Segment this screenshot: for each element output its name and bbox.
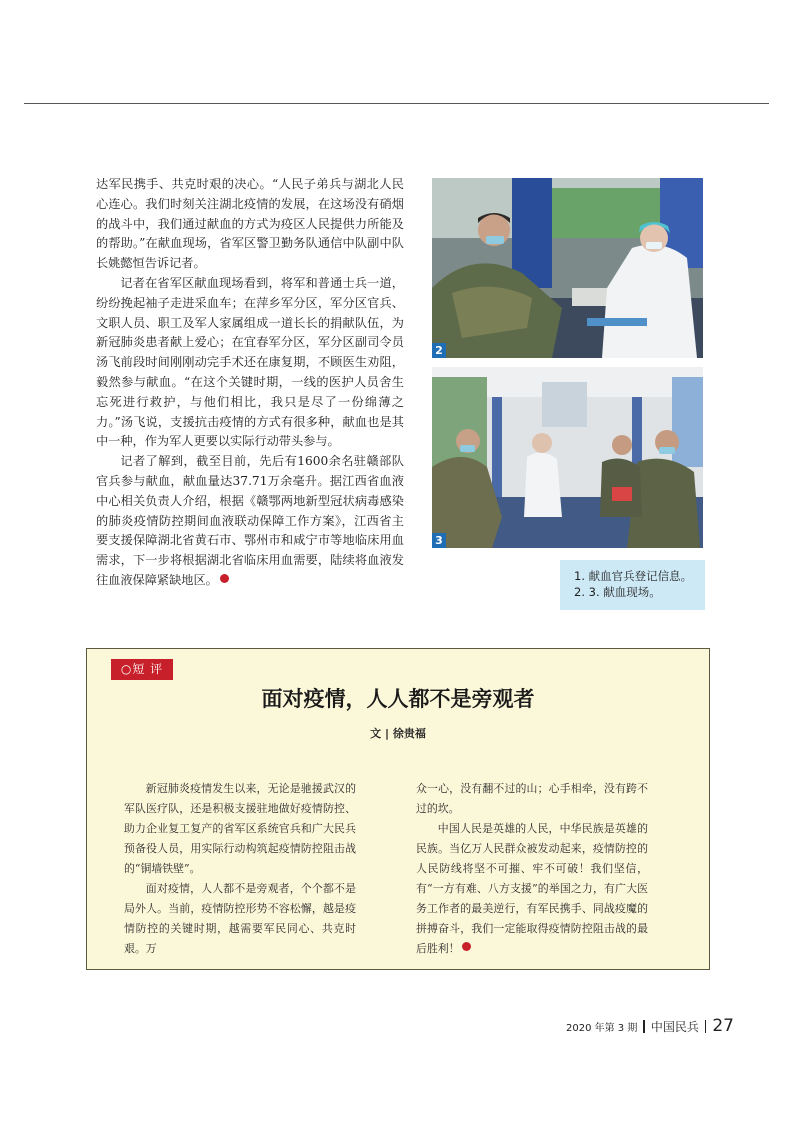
page-footer	[566, 1016, 734, 1036]
photo-blood-donation-bus	[432, 367, 703, 548]
commentary-byline: 文 | 徐贵福	[370, 727, 426, 740]
caption-line-1: 1. 献血官兵登记信息。	[574, 569, 693, 583]
commentary-badge: ○短 评	[111, 659, 173, 680]
commentary-box	[86, 648, 710, 970]
photo-2-label: 2	[432, 343, 446, 358]
commentary-paragraph-text: 中国人民是英雄的人民，中华民族是英雄的民族。当亿万人民群众被发动起来，疫情防控的人民防线将坚不可摧、牢不可破！我们坚信，有“一方有难、八方支援”的举国之力，有广大医务工作者的最美逆行，有军民携手、同战疫魔的拼搏奋斗，我们一定能取得疫情防控阻击战的最后胜利！	[416, 822, 648, 955]
commentary-title: 面对疫情，人人都不是旁观者	[261, 687, 535, 711]
magazine-name: 中国民兵	[650, 1020, 699, 1034]
footer-divider	[643, 1020, 645, 1033]
photo-caption	[560, 560, 705, 610]
page-number: 27	[712, 1016, 734, 1036]
article-paragraph: 达军民携手、共克时艰的决心。“人民子弟兵与湖北人民心连心。我们时刻关注湖北疫情的发展，在这场没有硝烟的战斗中，我们通过献血的方式为疫区人民提供力所能及的帮助。”在献血现场，省军区警卫勤务队通信中队副中队长姚懿恒告诉记者。	[96, 177, 404, 271]
photo-3-illustration	[432, 367, 703, 548]
photo-3-label: 3	[432, 533, 446, 548]
end-mark-icon	[220, 574, 229, 583]
footer-divider	[705, 1020, 707, 1033]
article-body	[96, 175, 404, 591]
caption-line-2: 2. 3. 献血现场。	[574, 585, 661, 599]
commentary-paragraph: 面对疫情，人人都不是旁观者，个个都不是局外人。当前，疫情防控形势不容松懈，越是疫情防控的关键时期，越需要军民同心、共克时艰。万	[124, 882, 356, 955]
commentary-paragraph: 新冠肺炎疫情发生以来，无论是驰援武汉的军队医疗队，还是积极支援驻地做好疫情防控、助力企业复工复产的省军区系统官兵和广大民兵预备役人员，用实际行动构筑起疫情防控阻击战的“铜墙铁壁”。	[124, 782, 356, 875]
photo-blood-donation-registration	[432, 178, 703, 358]
commentary-paragraph: 众一心，没有翻不过的山；心手相牵，没有跨不过的坎。	[416, 782, 648, 815]
header-rule	[24, 103, 769, 104]
commentary-column-right	[416, 779, 648, 959]
end-mark-icon	[462, 942, 471, 951]
commentary-column-left	[124, 779, 356, 959]
article-paragraph-text: 记者了解到，截至目前，先后有1600余名驻赣部队官兵参与献血，献血量达37.71万余毫升。据江西省血液中心相关负责人介绍，根据《赣鄂两地新型冠状病毒感染的肺炎疫情防控期间血液联动保障工作方案》，江西省主要支援保障湖北省黄石市、鄂州市和咸宁市等地临床用血需求，下一步将根据湖北省临床用血需要，陆续将血液发往血液保障紧缺地区。	[96, 454, 404, 587]
commentary-paragraph	[416, 819, 648, 959]
article-paragraph: 记者在省军区献血现场看到，将军和普通士兵一道，纷纷挽起袖子走进采血车；在萍乡军分区，军分区官兵、文职人员、职工及军人家属组成一道长长的捐献队伍，为新冠肺炎患者献上爱心；在宜春军分区，军分区副司令员汤飞前段时间刚刚动完手术还在康复期，不顾医生劝阻，毅然参与献血。“在这个关键时期，一线的医护人员舍生忘死进行救护，与他们相比，我只是尽了一份绵薄之力。”汤飞说，支援抗击疫情的方式有很多种，献血也是其中一种，作为军人更要以实际行动带头参与。	[96, 275, 404, 449]
photo-2-illustration	[432, 178, 703, 358]
issue-label: 2020 年第 3 期	[565, 1023, 638, 1034]
article-paragraph	[96, 452, 404, 591]
